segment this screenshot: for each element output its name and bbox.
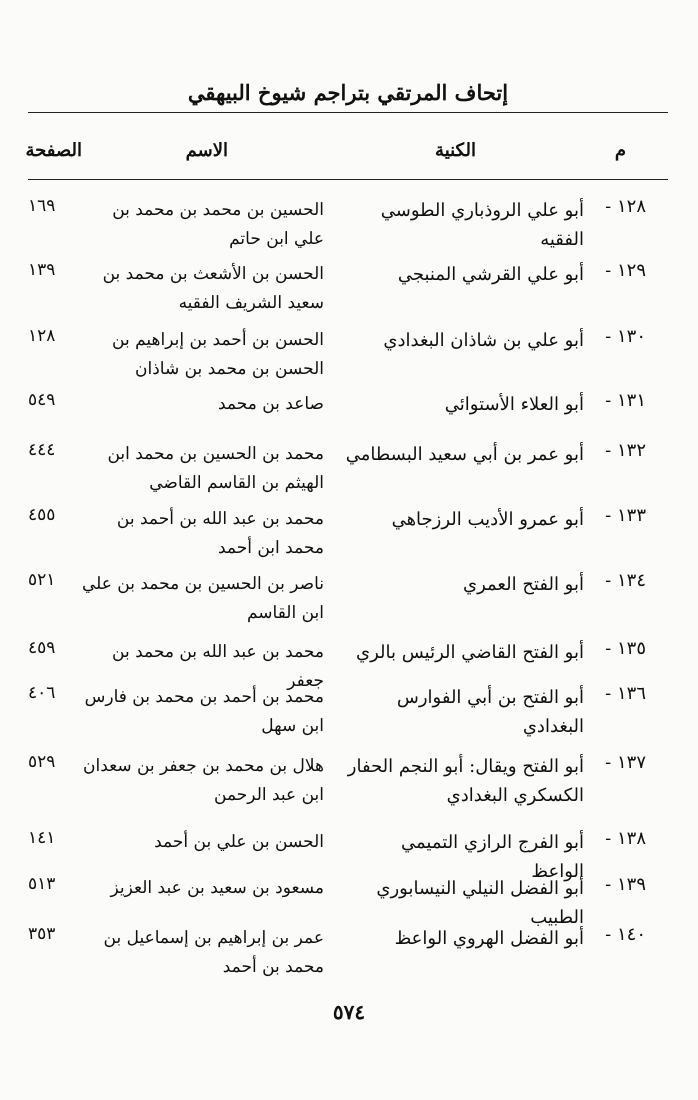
entry-kunya: أبو الفرج الرازي التميمي الواعظ [401, 832, 584, 882]
header-number: م [614, 140, 626, 161]
entry-name: محمد بن الحسين بن محمد ابن الهيثم بن القاسم القاضي [107, 444, 324, 493]
entry-number: ١٣٠ - [605, 326, 646, 347]
entry-kunya: أبو علي الروذباري الطوسي الفقيه [380, 200, 584, 250]
entry-page: ١٦٩ [28, 196, 56, 216]
entry-page: ٤٤٤ [28, 440, 56, 460]
entry-name: مسعود بن سعيد بن عبد العزيز [110, 878, 324, 898]
running-head: إتحاف المرتقي بتراجم شيوخ البيهقي [187, 80, 509, 105]
columns-rule [28, 179, 668, 180]
entry-number: ١٣١ - [605, 390, 646, 411]
entry-number: ١٤٠ - [605, 924, 646, 945]
entry-page: ٥٢٩ [28, 752, 56, 772]
entry-number: ١٣٤ - [605, 570, 646, 591]
entry-page: ٤٥٥ [28, 505, 56, 525]
entry-page: ١٢٨ [28, 326, 56, 346]
entry-name: محمد بن عبد الله بن أحمد بن محمد ابن أحمد [116, 509, 324, 558]
entry-number: ١٢٩ - [605, 260, 646, 281]
entry-page: ١٤١ [28, 828, 56, 848]
entry-kunya: أبو الفتح ويقال: أبو النجم الحفار الكسكري البغدادي [347, 756, 584, 806]
header-rule [28, 112, 668, 113]
entry-name: محمد بن عبد الله بن محمد بن جعفر [112, 642, 324, 691]
entry-number: ١٣٦ - [605, 683, 646, 704]
entry-name: محمد بن أحمد بن محمد بن فارس ابن سهل [84, 687, 324, 736]
entry-number: ١٣٥ - [605, 638, 646, 659]
entry-name: الحسن بن أحمد بن إبراهيم بن الحسن بن محمد بن شاذان [112, 330, 324, 379]
entry-number: ١٢٨ - [605, 196, 646, 217]
entry-kunya: أبو الفتح بن أبي الفوارس البغدادي [396, 687, 584, 737]
entry-page: ٥١٣ [28, 874, 56, 894]
entry-kunya: أبو العلاء الأستوائي [444, 394, 584, 415]
entry-kunya: أبو الفتح القاضي الرئيس بالري [355, 642, 584, 663]
entry-name: الحسن بن الأشعث بن محمد بن سعيد الشريف الفقيه [102, 264, 324, 313]
header-kunya: الكنية [435, 140, 476, 161]
entry-page: ٤٠٦ [28, 683, 56, 703]
entry-kunya: أبو عمر بن أبي سعيد البسطامي [345, 444, 584, 465]
entry-name: الحسن بن علي بن أحمد [154, 832, 324, 852]
entry-kunya: أبو علي بن شاذان البغدادي [383, 330, 584, 351]
entry-kunya: أبو الفضل الهروي الواعظ [394, 928, 584, 949]
column-headers [0, 140, 698, 174]
entry-page: ٤٥٩ [28, 638, 56, 658]
header-page: الصفحة [25, 140, 82, 161]
entry-page: ٣٥٣ [28, 924, 56, 944]
entry-number: ١٣٣ - [605, 505, 646, 526]
entry-number: ١٣٨ - [605, 828, 646, 849]
entry-name: عمر بن إبراهيم بن إسماعيل بن محمد بن أحمد [103, 928, 324, 977]
entry-kunya: أبو عمرو الأديب الرزجاهي [391, 509, 584, 530]
entry-page: ١٣٩ [28, 260, 56, 280]
entry-name: صاعد بن محمد [218, 394, 324, 414]
entry-number: ١٣٩ - [605, 874, 646, 895]
entry-name: الحسين بن محمد بن محمد بن علي ابن حاتم [112, 200, 324, 249]
entry-number: ١٣٢ - [605, 440, 646, 461]
entry-page: ٥٢١ [28, 570, 56, 590]
page-number: ٥٧٤ [332, 1000, 366, 1024]
entry-kunya: أبو علي القرشي المنبجي [397, 264, 584, 285]
entry-name: ناصر بن الحسين بن محمد بن علي ابن القاسم [81, 574, 324, 623]
entry-kunya: أبو الفضل النيلي النيسابوري الطبيب [376, 878, 584, 928]
entry-kunya: أبو الفتح العمري [463, 574, 584, 595]
entry-number: ١٣٧ - [605, 752, 646, 773]
header-name: الاسم [185, 140, 228, 161]
entry-name: هلال بن محمد بن جعفر بن سعدان ابن عبد الرحمن [83, 756, 324, 805]
entry-page: ٥٤٩ [28, 390, 56, 410]
